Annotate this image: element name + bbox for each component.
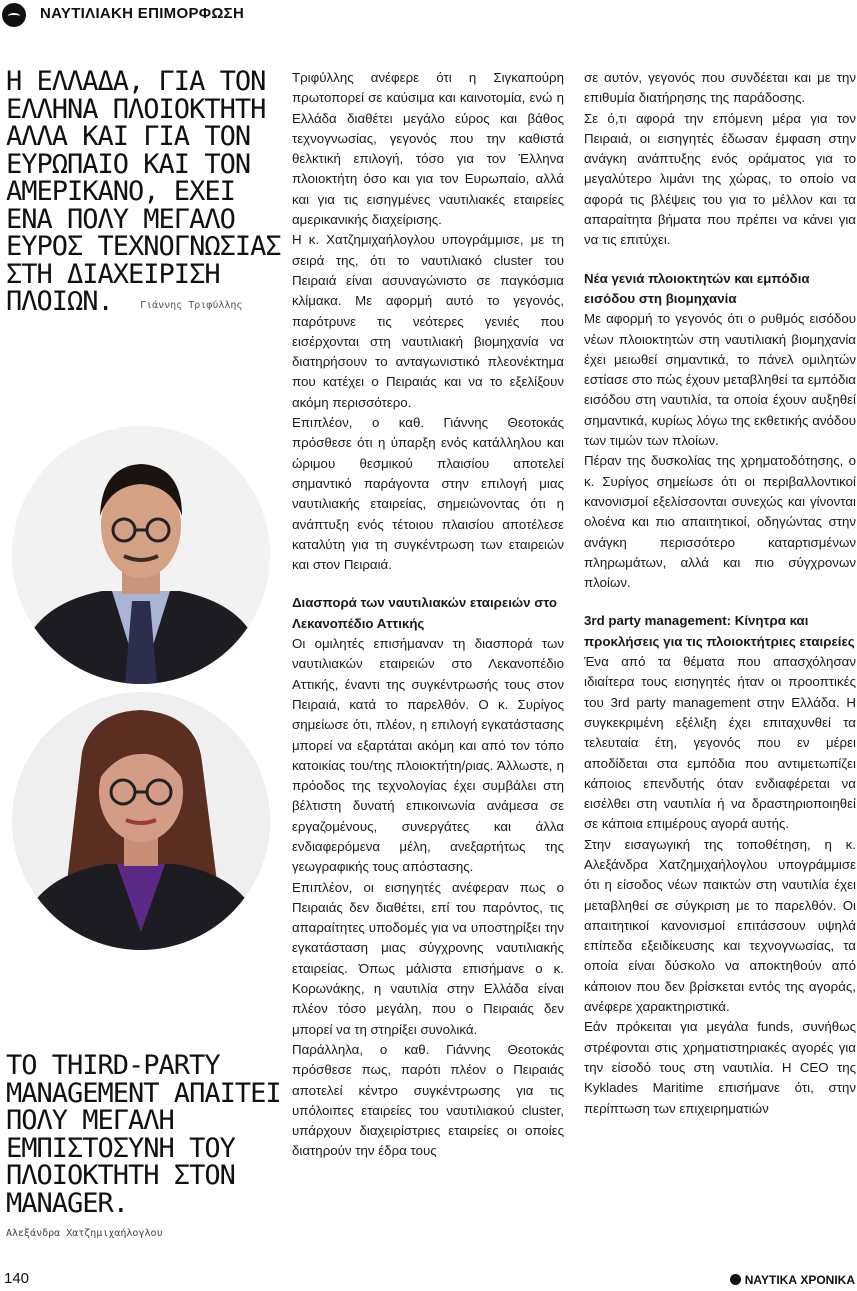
paragraph: Σε ό,τι αφορά την επόμενη μέρα για τον Πειραιά, οι εισηγητές έδωσαν έμφαση στην ανάγκη ανάπτυξης ενός οράματος για το μεγαλύτερο λιμάνι της χώρας, το οποίο να αφορά τις βλέψεις του για το μέλλον και τα απαραίτητα βήματα που πρέπει να κάνει για να τις επιτύχει.	[584, 110, 856, 248]
subheading: Διασπορά των ναυτιλιακών εταιρειών στο Λεκανοπέδιο Αττικής	[292, 595, 558, 631]
pull-quote-2-text: ΤΟ THIRD-PARTY MANAGEMENT ΑΠΑΙΤΕΙ ΠΟΛΥ ΜΕΓΑΛΗ ΕΜΠΙΣΤΟΣΥΝΗ ΤΟΥ ΠΛΟΙΟΚΤΗΤΗ ΣΤΟΝ MANAGER.	[6, 1050, 281, 1219]
paragraph: Οι ομιλητές επισήμαναν τη διασπορά των ναυτιλιακών εταιρειών στο Λεκανοπέδιο Αττικής, έναντι της συγκέντρωσής τους στον Πειραιά, κατά το παρελθόν. Ο κ. Συρίγος σημείωσε ότι, πλέον, η επιλογή εγκατάστασης μπορεί να εξαρτάται ακόμη και από τον τόπο κατοικίας του/της πλοιοκτήτη/ριας. Άλλωστε, η πρόοδος της τεχνολογίας έχει συμβάλει στη βέλτιστη δυνατή επικοινωνία ανάμεσα σε εργαζομένους, συνεργάτες και άλλα ενδιαφερόμενα μέλη, ανεξαρτήτως της γεωγραφικής τους απόστασης.	[292, 636, 564, 875]
brand-logo-icon	[730, 1274, 741, 1285]
paragraph: Παράλληλα, ο καθ. Γιάννης Θεοτοκάς πρόσθεσε πως, παρότι πλέον ο Πειραιάς αποτελεί κέντρο συγκέντρωσης για τις υπόλοιπες εταιρείες του ναυτιλιακού cluster, υπάρχουν διαχειρίστριες εταιρείες οι οποίες διατηρούν την έδρα τους	[292, 1041, 564, 1159]
subheading: Νέα γενιά πλοιοκτητών και εμπόδια εισόδου στη βιομηχανία	[584, 270, 810, 306]
paragraph: Επιπλέον, ο καθ. Γιάννης Θεοτοκάς πρόσθεσε ότι η ύπαρξη ενός κατάλληλου και ώριμου θεσμικού πλαισίου αποτελεί σημαντικό παράγοντα στην επιλογή μιας ναυτιλιακής εταιρείας, σημειώνοντας ότι η ανάπτυξη ενός τέτοιου πλαισίου αποτέλεσε καταλύτη για τη συγκέντρωση των εταιρειών και στον Πειραιά.	[292, 415, 564, 573]
paragraph: Στην εισαγωγική της τοποθέτηση, η κ. Αλεξάνδρα Χατζημιχαήλογλου υπογράμμισε ότι η είσοδος νέων παικτών στη ναυτιλία έχει μεταβληθεί σε σύγκριση με το παρελθόν. Οι απαιτητικοί κανονισμοί επιτάσσουν υψηλά επίπεδα εξειδίκευσης και τεχνογνωσίας, τα οποία είναι δύσκολο να αποκτηθούν από κάποιον που δεν βρίσκεται εντός της αγοράς, ανέφερε χαρακτηριστικά.	[584, 836, 856, 1015]
paragraph: Ένα από τα θέματα που απασχόλησαν ιδιαίτερα τους εισηγητές ήταν οι προοπτικές του 3rd party management στην Ελλάδα. Η συγκεκριμένη εξέλιξη έχει επιταχυνθεί τα τελευταία έτη, γεγονός που εν μέρει αποδίδεται στα εμπόδια που αντιμετωπίζει κάποιος επενδυτής όταν ενδιαφέρεται να εισέλθει στη ναυτιλία ή να δραστηριοποιηθεί σε κάποια επιμέρους αγορά αυτής.	[584, 654, 856, 832]
pull-quote-1-author: Γιάννης Τριφύλλης	[140, 300, 243, 311]
paragraph: Επιπλέον, οι εισηγητές ανέφεραν πως ο Πειραιάς δεν διαθέτει, επί του παρόντος, τις απαραίτητες υποδομές για να υποστηρίξει την εγκατάσταση μιας σύγχρονης ναυτιλιακής εταιρείας. Όπως μάλιστα επισήμανε ο κ. Κορωνάκης, η ναυτιλία στην Ελλάδα είναι πλέον τόσο μεγάλη, που ο Πειραιάς δεν μπορεί να τη στηρίξει συνολικά.	[292, 879, 564, 1037]
section-title: ΝΑΥΤΙΛΙΑΚΗ ΕΠΙΜΟΡΦΩΣΗ	[40, 5, 245, 22]
article-column-2	[584, 68, 856, 1119]
magazine-logo-icon	[2, 3, 26, 27]
page-header	[0, 0, 857, 30]
paragraph: Με αφορμή το γεγονός ότι ο ρυθμός εισόδου νέων πλοιοκτητών στη ναυτιλιακή βιομηχανία έχει μειωθεί σημαντικά, το πάνελ ομιλητών εστίασε στο πώς έχουν μεταβληθεί τα εμπόδια εισόδου στη ναυτιλία, τα οποία έχουν αυξηθεί σημαντικά, κυρίως λόγω της εκθετικής ανόδου των τιμών των πλοίων.	[584, 311, 856, 449]
portrait-man-icon	[12, 426, 270, 684]
brand-name: ΝΑΥΤΙΚΑ ΧΡΟΝΙΚΑ	[744, 1273, 855, 1287]
subheading: 3rd party management: Κίνητρα και προκλήσεις για τις πλοιοκτήτριες εταιρείες	[584, 613, 855, 649]
paragraph: Εάν πρόκειται για μεγάλα funds, συνήθως στρέφονται στις χρηματιστηριακές αγορές για την είσοδό τους στη ναυτιλία. Η CEO της Kyklades Maritime επισήμανε ότι, στην περίπτωση των επιχειρηματιών	[584, 1019, 856, 1116]
paragraph: Τριφύλλης ανέφερε ότι η Σιγκαπούρη πρωτοπορεί σε καύσιμα και καινοτομία, ενώ η Ελλάδα διαθέτει μεγάλο εύρος και βάθος τεχνογνωσίας, γεγονός που την καθιστά θελκτική επιλογή, τόσο για τον Έλληνα πλοιοκτήτη όσο και για τον Ευρωπαίο, αλλά και για τις εισηγμένες ναυτιλιακές εταιρείες αμερικανικής διαχείρισης.	[292, 70, 564, 228]
pull-quote-2	[6, 1052, 291, 1217]
portrait-woman-icon	[12, 692, 270, 950]
article-column-1	[292, 68, 564, 1162]
pull-quote-1	[6, 68, 286, 320]
paragraph: σε αυτόν, γεγονός που συνδέεται και με την επιθυμία διατήρησης της παράδοσης.	[584, 70, 856, 106]
pull-quote-1-text: Η ΕΛΛΑΔΑ, ΓΙΑ ΤΟΝ ΕΛΛΗΝΑ ΠΛΟΙΟΚΤΗΤΗ ΑΛΛΑ ΚΑΙ ΓΙΑ ΤΟΝ ΕΥΡΩΠΑΙΟ ΚΑΙ ΤΟΝ ΑΜΕΡΙΚΑΝΟ, ΕΧΕΙ ΕΝΑ ΠΟΛΥ ΜΕΓΑΛΟ ΕΥΡΟΣ ΤΕΧΝΟΓΝΩΣΙΑΣ ΣΤΗ ΔΙΑΧΕΙΡΙΣΗ ΠΛΟΙΩΝ.	[6, 66, 281, 317]
page-number: 140	[4, 1270, 30, 1287]
pull-quote-2-author: Αλεξάνδρα Χατζημιχαήλογλου	[6, 1228, 163, 1239]
paragraph: Πέραν της δυσκολίας της χρηματοδότησης, ο κ. Συρίγος σημείωσε ότι οι περιβαλλοντικοί κανονισμοί εξελίσσονται συνεχώς και γίνονται ολοένα και πιο απαιτητικοί, οδηγώντας στην ανάγκη περισσότερο καταρτισμένων πληρωμάτων, αλλά και πιο σύγχρονων πλοίων.	[584, 453, 856, 591]
footer-brand	[730, 1273, 855, 1287]
paragraph: Η κ. Χατζημιχαήλογλου υπογράμμισε, με τη σειρά της, ότι το ναυτιλιακό cluster του Πειραιά είναι ασυναγώνιστο σε παγκόσμια κλίμακα. Με αφορμή αυτό το γεγονός, παρότρυνε τις νεότερες γενιές που εισέρχονται στη ναυτιλιακή βιομηχανία να διατηρήσουν το ανταγωνιστικό πλεονέκτημα που κατέχει ο Πειραιάς και να το εξελίξουν ακόμη περισσότερο.	[292, 232, 564, 410]
